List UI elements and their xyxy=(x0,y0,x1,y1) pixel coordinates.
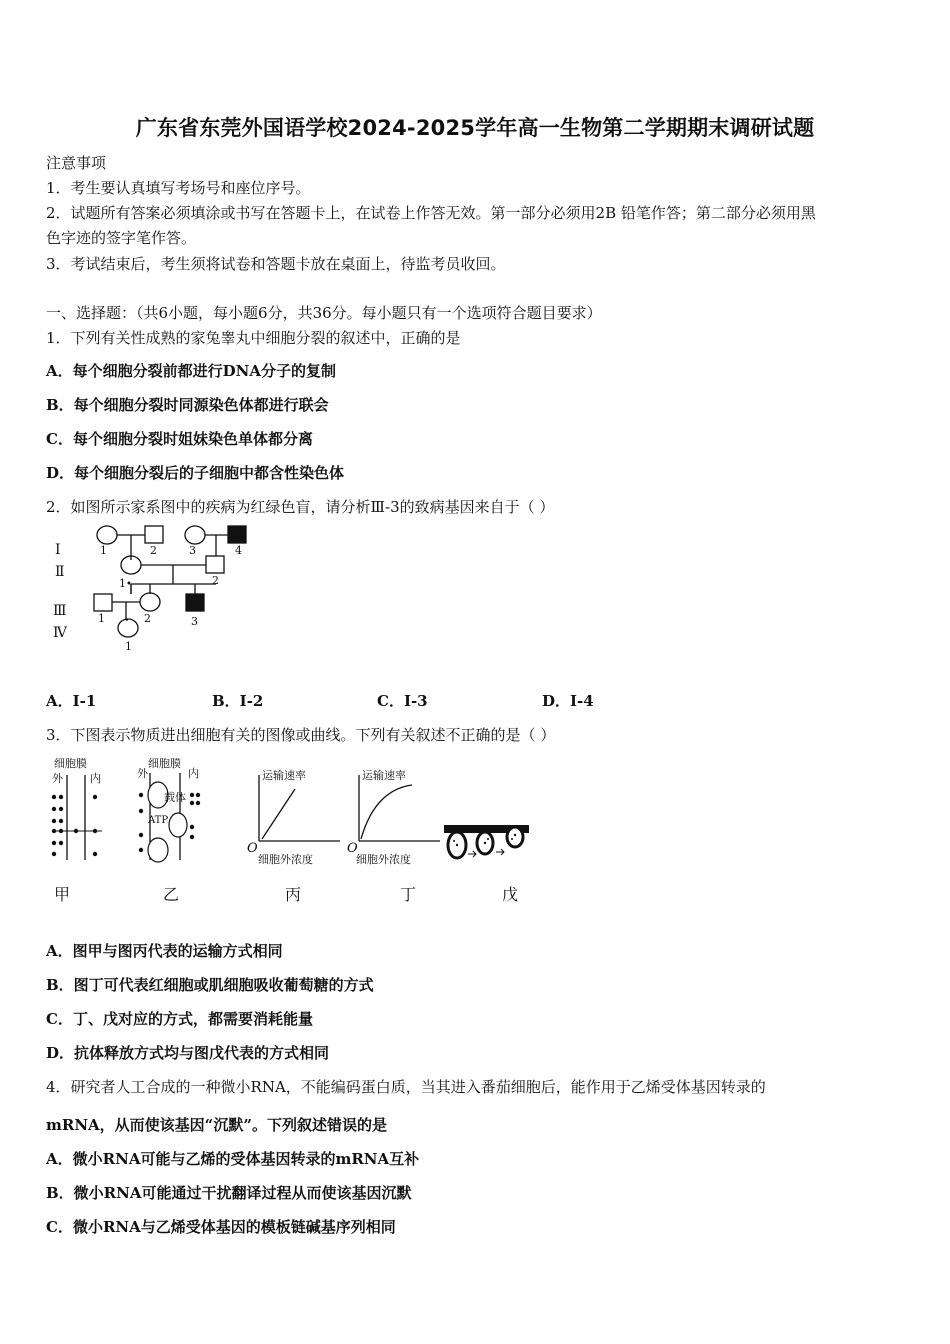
svg-text:内: 内 xyxy=(188,767,199,780)
pedigree-figure xyxy=(40,522,270,654)
notice-item: 1．考生要认真填写考场号和座位序号。 xyxy=(46,179,311,197)
generation-label: Ⅳ xyxy=(53,625,67,641)
q4-option-c[interactable]: C．微小RNA与乙烯受体基因的模板链碱基序列相同 xyxy=(46,1218,396,1236)
svg-text:外: 外 xyxy=(52,772,63,785)
pedigree-male-I2 xyxy=(145,526,163,543)
pedigree-female-I3 xyxy=(185,526,205,544)
q1-stem: 1．下列有关性成熟的家兔睾丸中细胞分裂的叙述中，正确的是 xyxy=(46,329,461,347)
figure-yi xyxy=(137,756,200,904)
individual-number: 4 xyxy=(235,544,242,557)
generation-label: Ⅰ xyxy=(55,542,61,558)
notice-item: 2．试题所有答案必须填涂或书写在答题卡上，在试卷上作答无效。第一部分必须用2B 铅笔作答；第二部分必须用黑 xyxy=(46,204,816,222)
individual-number: 1 xyxy=(98,612,105,625)
svg-text:ATP: ATP xyxy=(148,815,169,826)
q2-option-d[interactable]: D．Ⅰ-4 xyxy=(542,692,594,710)
figure-label: 乙 xyxy=(163,885,180,904)
figure-label: 戊 xyxy=(502,885,519,904)
q3-option-b[interactable]: B．图丁可代表红细胞或肌细胞吸收葡萄糖的方式 xyxy=(46,976,374,994)
individual-number: 2 xyxy=(144,612,151,625)
q1-option-a[interactable]: A．每个细胞分裂前都进行DNA分子的复制 xyxy=(46,362,336,380)
individual-number: 3 xyxy=(191,615,198,628)
notice-heading: 注意事项 xyxy=(46,154,107,172)
transport-figure xyxy=(40,755,540,910)
svg-text:O: O xyxy=(347,841,358,856)
svg-text:细胞外浓度: 细胞外浓度 xyxy=(258,853,313,866)
notice-item: 3．考试结束后，考生须将试卷和答题卡放在桌面上，待监考员收回。 xyxy=(46,255,506,273)
individual-number: 1 xyxy=(100,544,107,557)
pedigree-female-III2 xyxy=(140,593,160,611)
pedigree-male-I4 xyxy=(228,526,246,543)
svg-text:载体: 载体 xyxy=(164,791,186,804)
q1-option-d[interactable]: D．每个细胞分裂后的子细胞中都含性染色体 xyxy=(46,464,345,482)
svg-text:细胞膜: 细胞膜 xyxy=(148,757,181,770)
svg-text:细胞外浓度: 细胞外浓度 xyxy=(356,853,411,866)
pedigree-female-IV1 xyxy=(118,619,138,637)
q3-option-d[interactable]: D．抗体释放方式均与图戊代表的方式相同 xyxy=(46,1044,330,1062)
q2-option-c[interactable]: C．Ⅰ-3 xyxy=(377,692,428,710)
q4-option-a[interactable]: A．微小RNA可能与乙烯的受体基因转录的mRNA互补 xyxy=(46,1150,420,1168)
q3-option-c[interactable]: C．丁、戊对应的方式，都需要消耗能量 xyxy=(46,1010,313,1028)
figure-label: 丙 xyxy=(285,885,302,904)
q1-option-c[interactable]: C．每个细胞分裂时姐妹染色单体都分离 xyxy=(46,430,313,448)
q4-stem-continued: mRNA，从而使该基因“沉默”。下列叙述错误的是 xyxy=(46,1116,387,1134)
notice-item: 色字迹的签字笔作答。 xyxy=(46,229,197,247)
q1-option-b[interactable]: B．每个细胞分裂时同源染色体都进行联会 xyxy=(46,396,329,414)
page-title: 广东省东莞外国语学校2024-2025学年高一生物第二学期期末调研试题 xyxy=(135,116,815,140)
svg-text:O: O xyxy=(247,841,258,856)
section-heading: 一、选择题：（共6小题，每小题6分，共36分。每小题只有一个选项符合题目要求） xyxy=(46,304,602,322)
pedigree-female-I1 xyxy=(97,526,117,544)
q2-stem: 2．如图所示家系图中的疾病为红绿色盲，请分析Ⅲ-3的致病基因来自于（ ） xyxy=(46,498,555,516)
q3-stem: 3．下图表示物质进出细胞有关的图像或曲线。下列有关叙述不正确的是（ ） xyxy=(46,726,556,744)
individual-number: 1 xyxy=(125,640,132,653)
figure-label: 丁 xyxy=(400,885,417,904)
figure-label: 甲 xyxy=(54,885,71,904)
generation-label: Ⅱ xyxy=(55,564,65,580)
svg-text:运输速率: 运输速率 xyxy=(262,769,306,782)
svg-text:外: 外 xyxy=(137,767,148,780)
svg-text:运输速率: 运输速率 xyxy=(362,769,406,782)
q4-option-b[interactable]: B．微小RNA可能通过干扰翻译过程从而使该基因沉默 xyxy=(46,1184,412,1202)
individual-number: 3 xyxy=(189,544,196,557)
individual-number: 2 xyxy=(150,544,157,557)
svg-text:内: 内 xyxy=(90,772,101,785)
figure-bing xyxy=(247,768,340,904)
pedigree-male-II2 xyxy=(206,556,224,573)
q2-option-a[interactable]: A．Ⅰ-1 xyxy=(46,692,97,710)
q2-option-b[interactable]: B．Ⅰ-2 xyxy=(212,692,264,710)
figure-jia xyxy=(52,756,102,904)
q4-stem: 4．研究者人工合成的一种微小RNA，不能编码蛋白质，当其进入番茄细胞后，能作用于乙烯受体基因转录的 xyxy=(46,1078,766,1096)
individual-number: 2 xyxy=(212,574,219,587)
pedigree-male-III1 xyxy=(94,594,112,611)
figure-ding xyxy=(347,768,440,904)
svg-text:细胞膜: 细胞膜 xyxy=(54,757,87,770)
pedigree-male-III3 xyxy=(186,594,204,611)
generation-label: Ⅲ xyxy=(53,603,67,619)
figure-wu xyxy=(444,825,529,904)
individual-number: 1 xyxy=(119,577,126,590)
q3-option-a[interactable]: A．图甲与图丙代表的运输方式相同 xyxy=(46,942,283,960)
